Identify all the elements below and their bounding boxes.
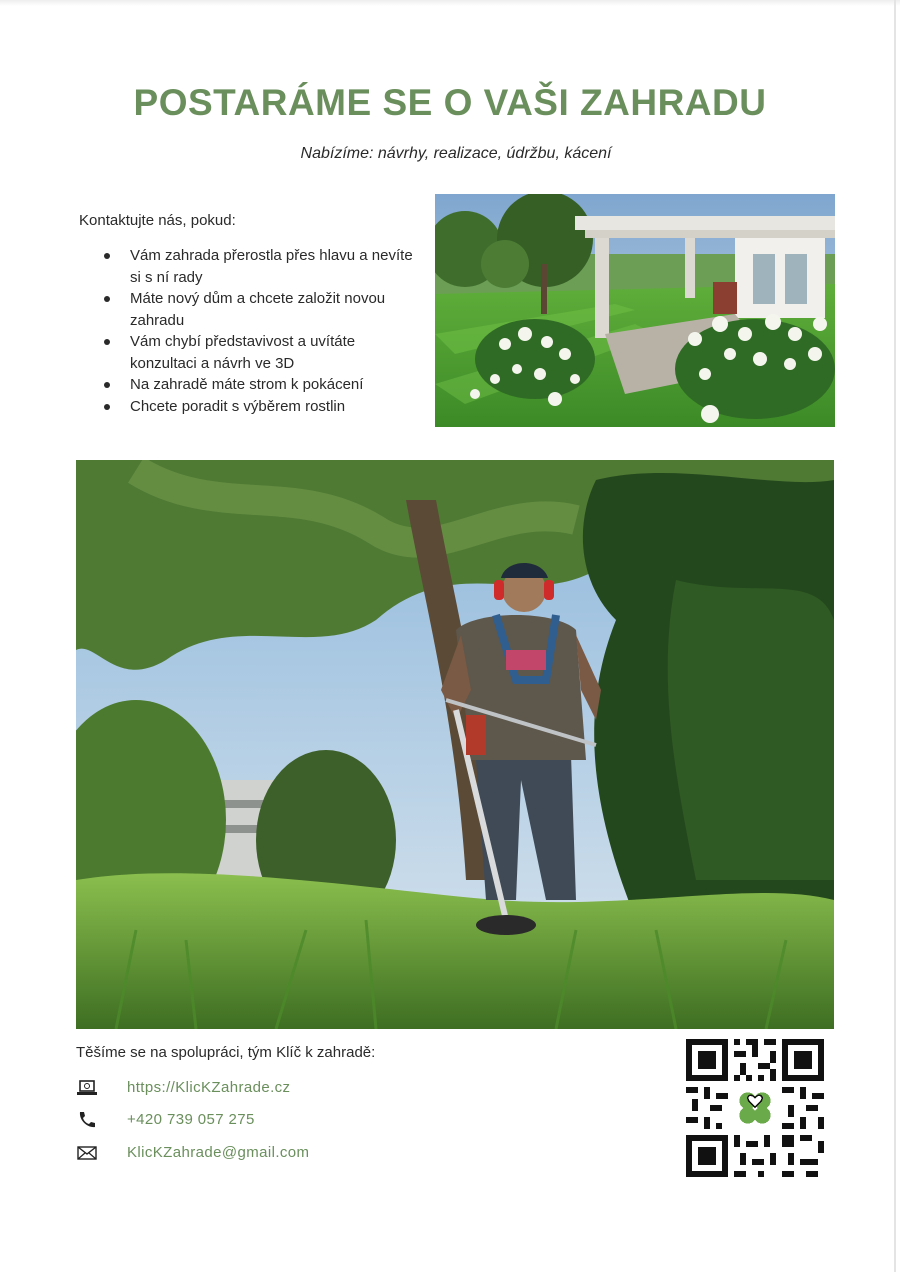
laptop-icon (76, 1078, 98, 1098)
phone-icon (76, 1110, 98, 1130)
bullet-icon (104, 253, 110, 259)
list-item-text: Vám chybí představivost a uvítáte konzultaci a návrh ve 3D (130, 333, 356, 372)
bullet-icon (104, 404, 110, 410)
bullet-icon (104, 296, 110, 302)
list-item (104, 374, 424, 396)
closing-text: Těšíme se na spolupráci, tým Klíč k zahradě: (76, 1044, 376, 1061)
list-item-text: Máte nový dům a chcete založit novou zahradu (130, 290, 386, 329)
worker-mowing-image (76, 460, 834, 1029)
contact-intro: Kontaktujte nás, pokud: (79, 212, 236, 229)
website-link[interactable]: https://KlicKZahrade.cz (127, 1079, 291, 1096)
email-link[interactable]: KlicKZahrade@gmail.com (127, 1144, 310, 1161)
website-row (76, 1077, 291, 1099)
bullet-icon (104, 339, 110, 345)
page-title: POSTARÁME SE O VAŠI ZAHRADU (133, 82, 767, 123)
list-item-text: Vám zahrada přerostla přes hlavu a nevíte si s ní rady (130, 247, 413, 286)
list-item (104, 245, 424, 288)
bullet-icon (104, 382, 110, 388)
scan-edge (894, 0, 896, 1272)
list-item-text: Chcete poradit s výběrem rostlin (130, 397, 346, 415)
scan-edge (0, 0, 900, 6)
email-row (76, 1142, 310, 1164)
envelope-icon (76, 1143, 98, 1163)
list-item (104, 288, 424, 331)
reasons-list (104, 245, 424, 417)
list-item (104, 396, 424, 418)
garden-render-image (435, 194, 835, 427)
phone-link[interactable]: +420 739 057 275 (127, 1111, 255, 1128)
qr-code[interactable] (686, 1039, 824, 1177)
list-item-text: Na zahradě máte strom k pokácení (130, 376, 364, 393)
list-item (104, 331, 424, 374)
phone-row (76, 1109, 255, 1131)
services-subtitle: Nabízíme: návrhy, realizace, údržbu, kácení (300, 145, 612, 162)
